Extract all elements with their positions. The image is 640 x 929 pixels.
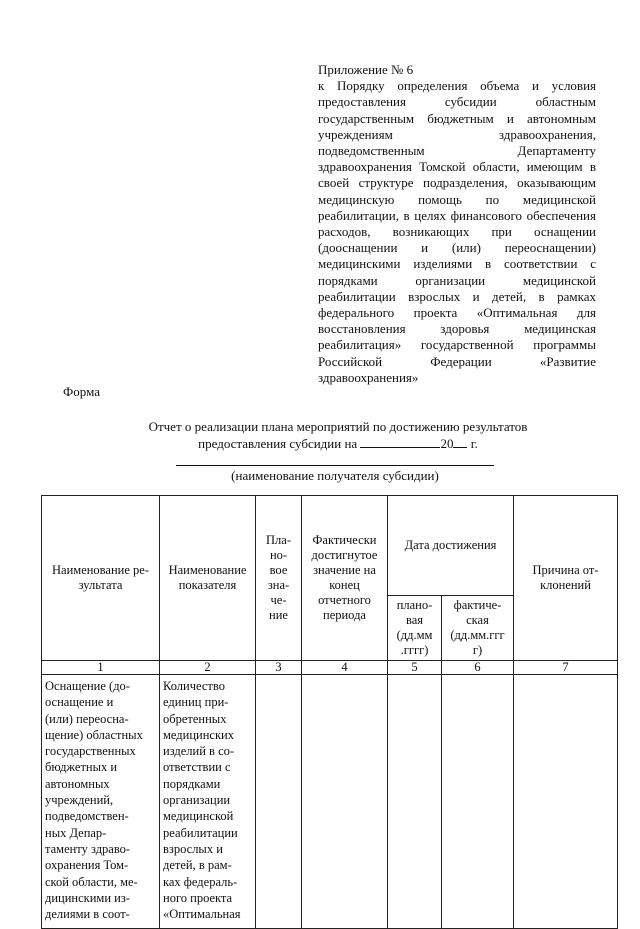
cell-result: Оснащение (до- оснащение и (или) переосна- щение) областных государственных бюджетных и автономных учреждений, подведомствен- ных Депар- таменту здраво- охранения Том- ской области, ме- дицинскими из- делиями в соот- [42,675,160,929]
report-title-suffix: г. [470,436,478,451]
report-year: 20 [440,436,454,451]
cell-planned-date [388,675,442,929]
column-number-5: 5 [388,661,442,675]
header-deviation-reason: Причина от- клонений [514,496,618,661]
report-title-prefix: предоставления субсидии на [198,436,358,451]
column-number-row [42,661,618,675]
cell-deviation-reason [514,675,618,929]
appendix-title: Приложение № 6 [318,62,414,77]
column-number-2: 2 [160,661,256,675]
header-indicator-name: Наименование показателя [160,496,256,661]
recipient-blank-line [176,465,494,466]
cell-actual-date [442,675,514,929]
column-number-6: 6 [442,661,514,675]
recipient-caption: (наименование получателя субсидии) [231,468,439,483]
year-blank-field [453,435,467,448]
table-row [42,675,618,929]
report-table [41,495,618,929]
column-number-4: 4 [302,661,388,675]
header-planned-value: Пла- но- вое зна- че- ние [256,496,302,661]
cell-indicator: Количество единиц при- обретенных медицинских изделий в со- ответствии с порядками организации медицинской реабилитации взрослых и детей, в рам- ках федераль- ного проекта «Оптимальная [160,675,256,929]
column-number-3: 3 [256,661,302,675]
date-blank-field [360,435,440,448]
report-title [60,418,616,452]
report-title-line2 [60,435,616,452]
appendix-block [318,62,596,386]
appendix-body: к Порядку определения объема и условия предоставления субсидии областным государственным бюджетным и автономным учреждениям здравоохранения, подведомственным Департаменту здравоохранения Томской области, имеющим в своей структуре подразделения, оказывающим медицинскую помощь по медицинской реабилитации, в целях финансового обеспечения расходов, возникающих при оснащении (дооснащении и (или) переоснащении) медицинскими изделиями в соответствии с порядками организации медицинской реабилитации взрослых и детей, в рамках федерального проекта «Оптимальная для восстановления здоровья медицинская реабилитация» государственной программы Российской Федерации «Развитие здравоохранения» [318,78,596,385]
cell-actual-value [302,675,388,929]
header-actual-value: Фактически достигнутое значение на конец отчетного периода [302,496,388,661]
header-achievement-date: Дата достижения [388,496,514,596]
header-actual-date: фактиче- ская (дд.мм.ггг г) [442,596,514,661]
report-title-line1: Отчет о реализации плана мероприятий по достижению результатов [148,419,528,434]
column-number-1: 1 [42,661,160,675]
cell-planned-value [256,675,302,929]
form-label: Форма [63,384,100,399]
header-planned-date: плано- вая (дд.мм .гггг) [388,596,442,661]
header-result-name: Наименование ре- зультата [42,496,160,661]
column-number-7: 7 [514,661,618,675]
table-header-row-1 [42,496,618,596]
